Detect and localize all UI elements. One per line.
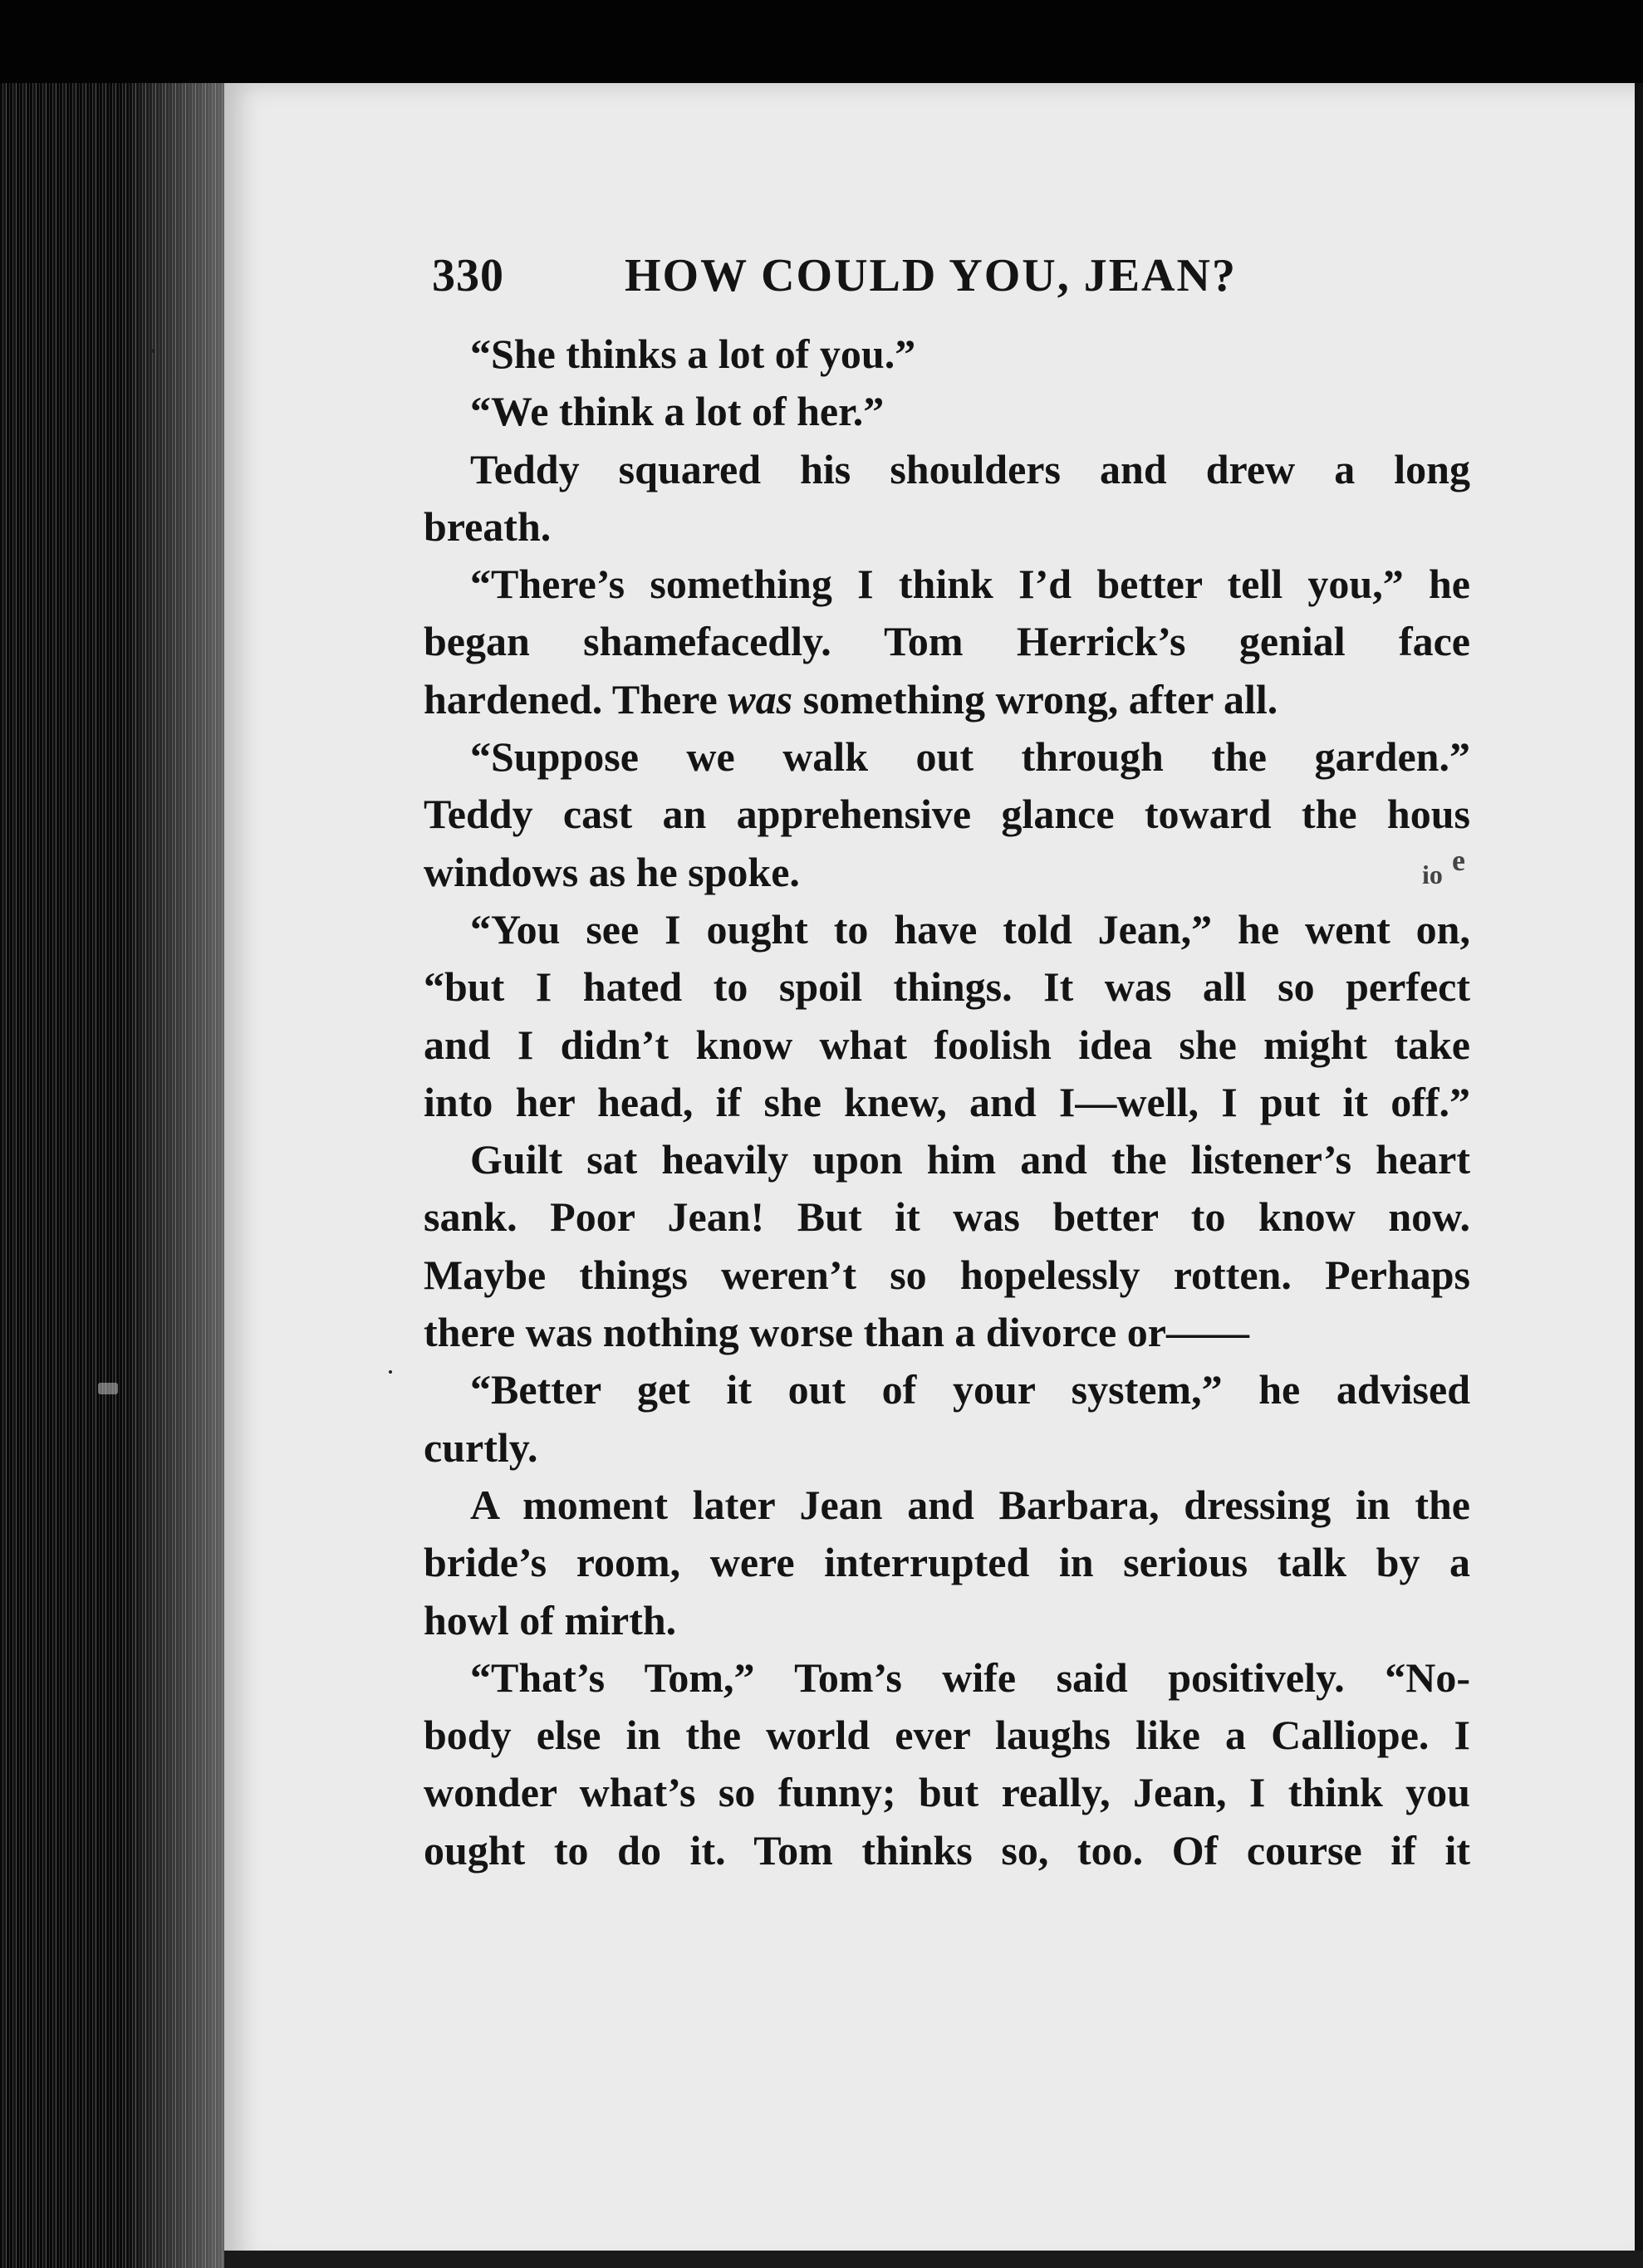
running-title: HOW COULD YOU, JEAN?	[625, 250, 1237, 301]
text-line: wonder what’s so funny; but really, Jean, I think you	[424, 1769, 1470, 1816]
text-line: Maybe things weren’t so hopelessly rotten. Perhaps	[424, 1251, 1470, 1298]
text-line: A moment later Jean and Barbara, dressing in the	[470, 1481, 1470, 1528]
dust-speck	[389, 1370, 392, 1374]
text-line: “Better get it out of your system,” he advised	[470, 1366, 1470, 1413]
text-line: body else in the world ever laughs like a Calliope. I	[424, 1712, 1470, 1759]
page-bottom-border	[224, 2251, 1643, 2268]
page-edge-shadow	[125, 83, 224, 2268]
text-line: howl of mirth.	[424, 1596, 677, 1643]
text-line: curtly.	[424, 1423, 538, 1471]
text-fragment: something wrong, after all.	[802, 675, 1278, 723]
dust-speck	[151, 349, 155, 353]
text-line: Guilt sat heavily upon him and the listener’s heart	[470, 1136, 1470, 1183]
page-header	[432, 249, 1470, 307]
gutter-mark	[98, 1383, 118, 1394]
page-right-border	[1635, 83, 1643, 2268]
body-text	[424, 326, 1470, 1879]
text-line: began shamefacedly. Tom Herrick’s genial face	[424, 618, 1470, 665]
text-line: Teddy cast an apprehensive glance toward the hous	[424, 791, 1470, 838]
text-line: bride’s room, were interrupted in serious talk by a	[424, 1539, 1470, 1586]
text-line: and I didn’t know what foolish idea she might take	[424, 1021, 1470, 1068]
text-line: “There’s something I think I’d better tell you,” he	[470, 561, 1470, 608]
text-line: “That’s Tom,” Tom’s wife said positively. “No-	[470, 1653, 1470, 1701]
text-line: windows as he spoke.	[424, 848, 800, 895]
book-page-edges	[0, 83, 224, 2268]
text-line: “You see I ought to have told Jean,” he went on,	[470, 905, 1470, 953]
text-line: breath.	[424, 502, 552, 550]
text-line: there was nothing worse than a divorce or——	[424, 1309, 1249, 1356]
page-number: 330	[432, 250, 504, 301]
text-line: “She thinks a lot of you.”	[470, 331, 916, 377]
text-line: “Suppose we walk out through the garden.”	[470, 733, 1470, 781]
margin-glyph: e	[1452, 844, 1465, 877]
text-line	[424, 671, 1470, 728]
text-line: ought to do it. Tom thinks so, too. Of course if it	[424, 1826, 1470, 1874]
text-fragment: hardened. There	[424, 675, 718, 723]
text-line: Teddy squared his shoulders and drew a long	[470, 445, 1470, 492]
text-line: into her head, if she knew, and I—well, I put it off.”	[424, 1078, 1470, 1125]
italic-word: was	[728, 675, 793, 723]
scanner-background-top	[0, 0, 1643, 83]
text-line: “but I hated to spoil things. It was all so perfect	[424, 963, 1470, 1011]
text-line: sank. Poor Jean! But it was better to know now.	[424, 1193, 1470, 1241]
margin-glyph-small: io	[1422, 860, 1443, 889]
text-line: “We think a lot of her.”	[470, 388, 885, 435]
